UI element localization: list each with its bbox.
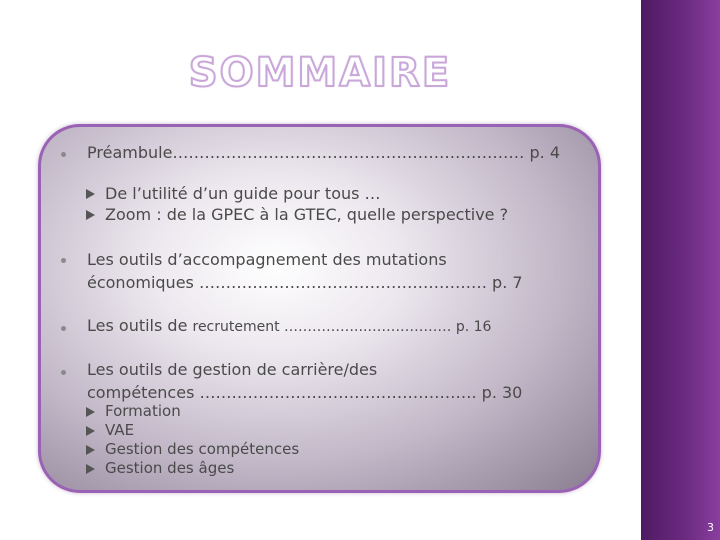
toc-item-mutations-line1: Les outils d’accompagnement des mutations bbox=[87, 250, 447, 269]
page-title: SOMMAIRE bbox=[188, 50, 452, 96]
toc-subitem: VAE bbox=[105, 421, 135, 439]
arrow-bullet-icon bbox=[86, 445, 95, 455]
arrow-bullet-icon bbox=[86, 464, 95, 474]
toc-item-carriere-line1: Les outils de gestion de carrière/des bbox=[87, 360, 378, 379]
toc-item-preambule: Préambule………………………………………………………… p. 4 bbox=[87, 143, 561, 162]
bullet-icon bbox=[61, 152, 66, 157]
side-panel bbox=[641, 0, 720, 540]
page-number: 3 bbox=[707, 521, 714, 534]
toc-subitem: Formation bbox=[105, 402, 181, 420]
toc-subitem: De l’utilité d’un guide pour tous … bbox=[105, 184, 381, 203]
bullet-icon bbox=[61, 370, 66, 375]
bullet-icon bbox=[61, 258, 66, 263]
arrow-bullet-icon bbox=[86, 407, 95, 417]
bullet-icon bbox=[61, 326, 66, 331]
toc-item-carriere-line2: compétences ……………………………………………. p. 30 bbox=[87, 383, 523, 402]
arrow-bullet-icon bbox=[86, 189, 95, 199]
toc-item-mutations-line2: économiques ……………………………………………… p. 7 bbox=[87, 273, 523, 292]
toc-subitem: Gestion des compétences bbox=[105, 440, 300, 458]
toc-subitem: Gestion des âges bbox=[105, 459, 235, 477]
toc-subitem: Zoom : de la GPEC à la GTEC, quelle perspective ? bbox=[105, 205, 509, 224]
toc-item-recrutement: Les outils de recrutement ……………...……………… p. 16 bbox=[87, 316, 492, 335]
arrow-bullet-icon bbox=[86, 210, 95, 220]
arrow-bullet-icon bbox=[86, 426, 95, 436]
